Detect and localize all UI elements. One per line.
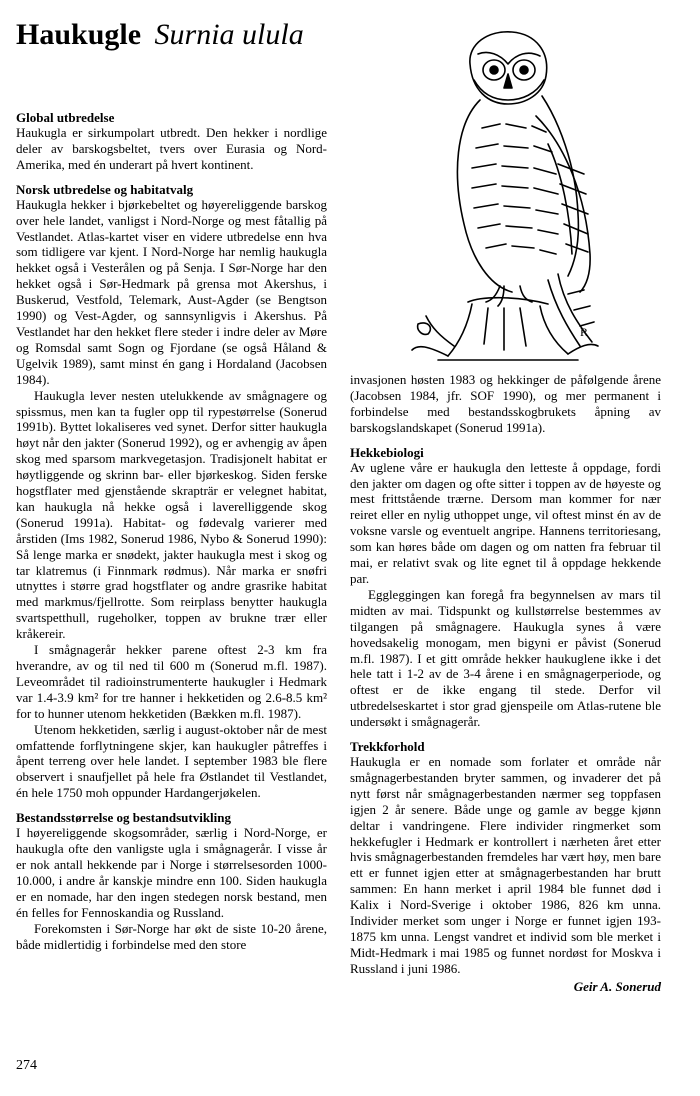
scientific-name: Surnia ulula <box>154 18 304 51</box>
norsk-paragraph-3: I smågnagerår hekker parene oftest 2-3 km fra hverandre, av og til ned til 600 m (Sonerud m.fl. 1987). Leveområdet til radioinstrumenterte haukugler i Hedmark var 1.4-3.9 km² for tre hanner i hekketiden og 2.6-8.5 km² for to hunner utenom hekketiden (Bækken m.fl. 1987). <box>16 642 327 721</box>
global-paragraph: Haukugla er sirkumpolart utbredt. Den hekker i nordlige deler av barskogsbeltet, tvers over Eurasia og Nord-Amerika, med én underart på hvert kontinent. <box>16 125 327 172</box>
bestand-paragraph-1: I høyereliggende skogsområder, særlig i Nord-Norge, er haukugla ofte den vanligste ugla i smågnagerår. I visse år er nok antall hekkende par i Norge i størrelsesorden 1000-10.000, i andre år kanskje mindre enn 100. Siden haukugla er en nomade, har den ingen stedegen norsk bestand, men én felles for Fennoskandia og Russland. <box>16 825 327 920</box>
hekkebiologi-paragraph-2: Eggleggingen kan foregå fra begynnelsen av mars til midten av mai. Tidspunkt og kullstørrelse bestemmes av tilgangen på smågnagere. Haukugla synes å være hovedsakelig monogam, men bigyni er påvist (Sonerud m.fl. 1987). I et gitt område hekker haukuglene ikke i det hele tatt i 1-2 av de 3-4 årene i en smågnagerperiode, og oftest er de ikke engang til stede. Derfor vil utbredelseskartet i stor grad gjenspeile om Atlas-rutene ble undersøkt i smågnagerår. <box>350 586 661 730</box>
section-heading-global: Global utbredelse <box>16 110 115 125</box>
norsk-paragraph-1: Haukugla hekker i bjørkebeltet og høyereliggende barskog over hele landet, vanligst i Nord-Norge og mest fåtallig på Vestlandet. Atlas-kartet viser en videre utbredelse enn hva som tidligere var kjent. I Nord-Norge har nemlig haukugla hekket også i Vesterålen og på Senja. I Sør-Norge har den hekket også i Sør-Hedmark på grensa mot Akershus, i Buskerud, Vestfold, Telemark, Aust-Agder (se Bengtson 1990) og Vest-Agder, og sannsynligvis i Akershus. På Vestlandet har den hekket flere steder i indre deler av Møre og Romsdal samt Sogn og Fjordane (se også Håland & Ugelvik 1989), samt minst én gang i Hordaland (Jacobsen 1984). <box>16 196 327 387</box>
left-column <box>16 110 327 952</box>
bestand-paragraph-continuation: invasjonen høsten 1983 og hekkinger de påfølgende årene (Jacobsen 1984, jfr. SOF 1990), og mer permanent i forbindelse med bestandsskogbrukets åpning av barskogslandskapet (Sonerud 1991a). <box>350 372 661 435</box>
section-heading-bestand: Bestandsstørrelse og bestandsutvikling <box>16 810 232 826</box>
section-heading-norsk: Norsk utbredelse og habitatvalg <box>16 181 194 197</box>
trekk-paragraph: Haukugla er en nomade som forlater et område når smågnagerbestanden bryter sammen, og invaderer det på nytt først når smågnagerbestanden nærmer seg toppfasen igjen 2 år senere. Både unge og gamle av begge kjønn deltar i vandringene. Flere individer ringmerket som hekkefugler i Hedmark er kontrollert i nærheten året etter hvis smågnagerbestanden fremdeles har vært høy, men bare ett er funnet igjen etter at smågnagerbestanden har brutt sammen: En hann merket i april 1984 ble funnet død i Kalix i Nord-Sverige i oktober 1986, 826 km unna. Individer merket som unger i Norge er funnet igjen 193-1875 km unna. Lengst vandret et individ som ble merket i Midt-Hedmark i mai 1985 og funnet nordøst for Moskva i Russland i juni 1986. <box>350 754 661 976</box>
section-heading-trekk: Trekkforhold <box>350 739 425 755</box>
author-signature: Geir A. Sonerud <box>573 978 661 994</box>
common-name: Haukugle <box>16 18 142 51</box>
right-column <box>350 372 661 995</box>
norsk-paragraph-2: Haukugla lever nesten utelukkende av smågnagere og spissmus, men kan ta fugler opp til rypestørrelse (Sonerud 1991b). Byttet lokaliseres ved synet. Derfor sitter haukugla høyt når den jakter (Sonerud 1992), og er avhengig av åpen skog med sparsom markvegetasjon. Tradisjonelt habitat er høytliggende og skrinn bar- eller bjørkeskog. Siden ferske hogstflater med gjenstående skrapträr er velegnet habitat, kan haukugla nå hekke også i laverelliggende skog (Sonerud 1991a). Habitat- og fødevalg varierer med årstiden (Ims 1982, Sonerud 1986, Nybo & Sonerud 1990): Så lenge marka er snødekt, jakter haukugla mest i skog og tar klatremus (i Finnmark rødmus). Når marka er snøfri utnyttes i større grad hogstflater og andre grasrike habitat med markmus/fjellrotte. Som reirplass benytter haukugla svartspetthull, rugeholker, toppen av brukne trær eller kråkereir. <box>16 387 327 642</box>
artist-mark: R <box>580 325 589 339</box>
norsk-paragraph-4: Utenom hekketiden, særlig i august-oktober når de mest omfattende forflytningene skjer, kan haukugler påtreffes i åpent terreng over hele landet. I september 1983 ble flere observert i snaufjellet på hele fra Østlandet til Vestlandet, én hele 1750 moh oppunder Hardangerjøkelen. <box>16 721 327 801</box>
species-title <box>16 16 304 54</box>
bestand-paragraph-2: Forekomsten i Sør-Norge har økt de siste 10-20 årene, både midlertidig i forbindelse med den store <box>16 920 327 952</box>
hekkebiologi-paragraph-1: Av uglene våre er haukugla den letteste å oppdage, fordi den jakter om dagen og ofte sitter i toppen av de høyeste og mest frittstående trærne. Dersom man kommer for nær reiret eller en nylig uthoppet unge, vil oftest minst én av de voksne varsle og eventuelt angripe. Hannens territoriesang, som kan høres både om dagen og om natten fra februar til mai, er relativt svak og lite egnet til å oppdage hekkende par. <box>350 459 661 586</box>
page-number: 274 <box>16 1058 37 1073</box>
section-heading-hekkebiologi: Hekkebiologi <box>350 444 424 460</box>
hawk-owl-drawing-icon <box>408 24 608 364</box>
